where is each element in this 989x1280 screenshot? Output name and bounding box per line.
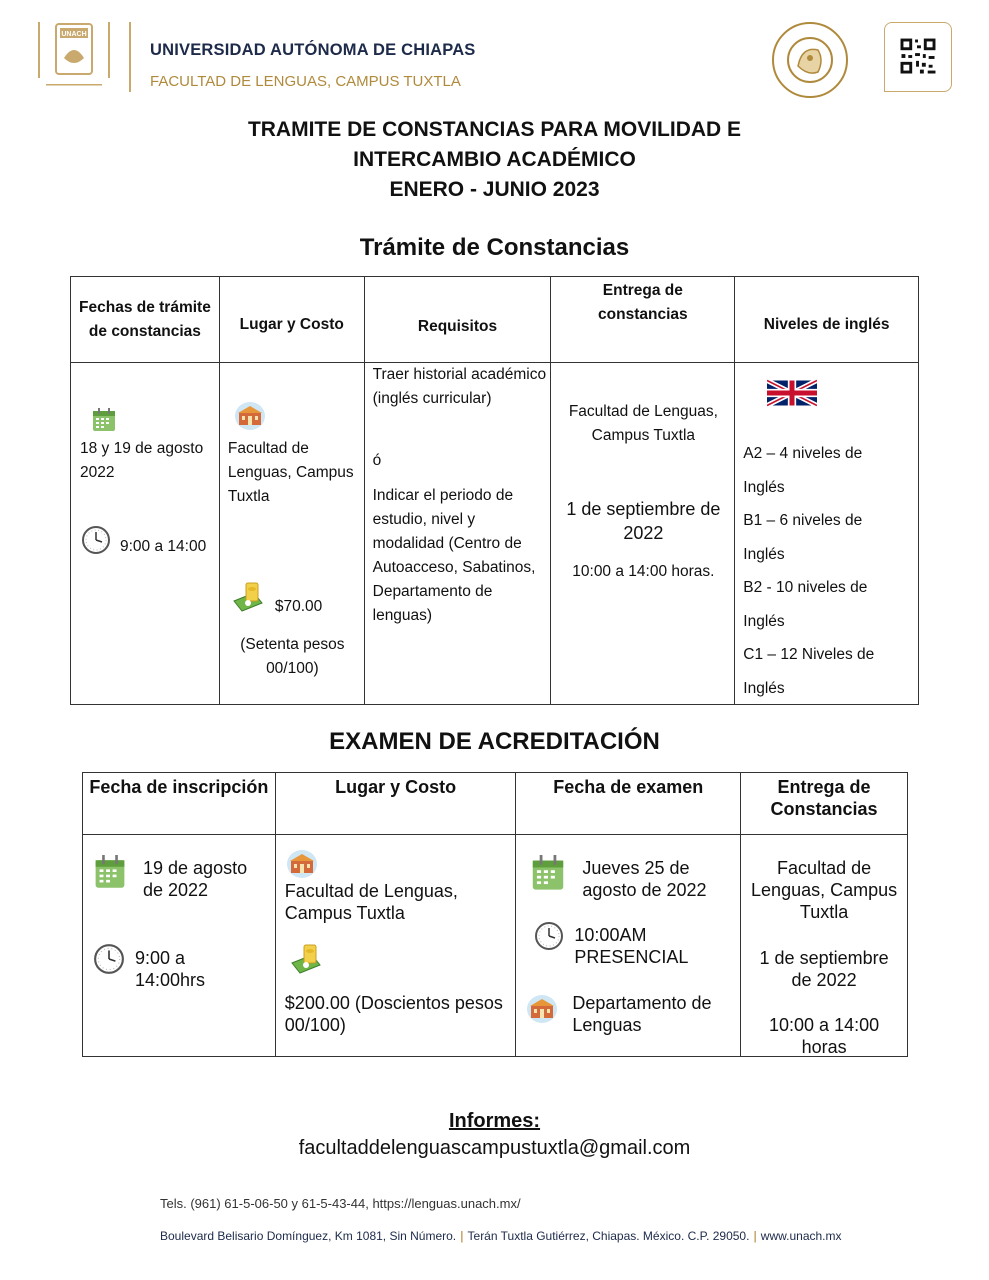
unach-logo	[30, 18, 118, 96]
header-divider	[129, 22, 131, 92]
examen-table	[82, 772, 908, 1057]
section1-title: Trámite de Constancias	[359, 234, 630, 261]
informes-label: Informes:	[448, 1110, 541, 1132]
money-icon	[288, 940, 324, 978]
uk-flag-icon	[767, 379, 817, 407]
calendar-icon	[91, 407, 117, 433]
entrega-date: 1 de septiembre de 2022	[566, 499, 721, 543]
address-street: Boulevard Belisario Domínguez, Km 1081, Sin Número.	[160, 1229, 457, 1243]
header-lugar: Lugar y Costo	[219, 277, 364, 363]
header-fecha-examen: Fecha de examen	[516, 773, 741, 835]
tramite-time: 9:00 a 14:00	[120, 538, 207, 555]
table-header-row	[83, 773, 908, 835]
requisito-or: ó	[372, 452, 382, 469]
building-icon	[286, 849, 318, 879]
examen-cost: $200.00 (Doscientos pesos 00/100)	[284, 993, 503, 1035]
inscripcion-date: 19 de agosto de 2022	[143, 858, 248, 900]
nivel-c1: C1 – 12 Niveles de	[743, 646, 875, 663]
clock-icon	[534, 921, 564, 951]
nivel-b1-unit: Inglés	[743, 545, 785, 563]
faculty-seal	[762, 20, 858, 100]
table-row	[71, 363, 919, 705]
header-niveles: Niveles de inglés	[735, 277, 919, 363]
section2-title: EXAMEN DE ACREDITACIÓN	[329, 728, 660, 755]
website-link[interactable]: www.unach.mx	[760, 1229, 842, 1243]
entrega-place: Facultad de Lenguas, Campus Tuxtla	[568, 403, 718, 444]
address-divider: |	[460, 1229, 464, 1243]
cell-lugar-costo	[275, 835, 516, 1057]
nivel-b2: B2 - 10 niveles de	[743, 579, 868, 596]
tramite-cost-text: (Setenta pesos 00/100)	[240, 636, 345, 677]
clock-icon	[93, 943, 125, 975]
logo-text: UNACH	[61, 31, 87, 38]
entrega2-date: 1 de septiembre de 2022	[759, 948, 889, 990]
building-icon	[526, 994, 558, 1024]
qr-code-icon[interactable]	[884, 22, 952, 92]
doc-title-line1: TRAMITE DE CONSTANCIAS PARA MOVILIDAD E	[247, 118, 742, 141]
money-icon	[230, 581, 266, 613]
header-inscripcion: Fecha de inscripción	[83, 773, 276, 835]
tramite-table	[70, 276, 919, 705]
cell-fecha-examen	[516, 835, 741, 1057]
calendar-icon	[93, 853, 127, 891]
inscripcion-time: 9:00 a 14:00hrs	[135, 948, 206, 990]
header-entrega: Entrega de constancias	[551, 277, 735, 363]
entrega2-time: 10:00 a 14:00 horas	[769, 1015, 880, 1057]
phone-and-website: Tels. (961) 61-5-06-50 y 61-5-43-44, https://lenguas.unach.mx/	[160, 1196, 521, 1211]
cell-requisitos	[364, 363, 551, 705]
tramite-cost: $70.00	[274, 598, 323, 615]
examen-time: 10:00AM PRESENCIAL	[574, 925, 689, 967]
cell-fechas	[71, 363, 220, 705]
doc-title-line2: INTERCAMBIO ACADÉMICO	[353, 148, 636, 171]
table-header-row	[71, 277, 919, 363]
cell-inscripcion	[83, 835, 276, 1057]
address-divider: |	[753, 1229, 757, 1243]
requisito-opt2: Indicar el periodo de estudio, nivel y modalidad (Centro de Autoacceso, Sabatinos, Departamento de lenguas)	[372, 487, 536, 624]
header-lugar-costo: Lugar y Costo	[275, 773, 516, 835]
building-icon	[234, 401, 266, 431]
examen-place: Facultad de Lenguas, Campus Tuxtla	[284, 881, 458, 923]
entrega-time: 10:00 a 14:00 horas.	[572, 563, 715, 580]
entrega2-place: Facultad de Lenguas, Campus Tuxtla	[751, 858, 898, 922]
niveles-list	[743, 437, 874, 705]
cell-niveles	[735, 363, 919, 705]
nivel-b2-unit: Inglés	[743, 612, 785, 630]
header-entrega-constancias: Entrega de Constancias	[741, 773, 908, 835]
nivel-b1: B1 – 6 niveles de	[743, 512, 863, 529]
header-requisitos: Requisitos	[364, 277, 551, 363]
cell-entrega	[551, 363, 735, 705]
header-fechas: Fechas de trámite de constancias	[71, 277, 220, 363]
clock-icon	[81, 525, 111, 555]
nivel-a2-unit: Inglés	[743, 478, 785, 496]
requisito-opt1: Traer historial académico (inglés curricular)	[372, 366, 547, 407]
contact-email[interactable]: facultaddelenguascampustuxtla@gmail.com	[298, 1137, 691, 1159]
examen-location: Departamento de Lenguas	[572, 993, 712, 1035]
nivel-c1-unit: Inglés	[743, 679, 785, 697]
university-name: UNIVERSIDAD AUTÓNOMA DE CHIAPAS	[150, 41, 476, 59]
calendar-icon	[530, 853, 566, 893]
cell-entrega-constancias	[741, 835, 908, 1057]
address-city: Terán Tuxtla Gutiérrez, Chiapas. México. C.P. 29050.	[467, 1229, 750, 1243]
faculty-name: FACULTAD DE LENGUAS, CAMPUS TUXTLA	[150, 73, 461, 90]
tramite-place: Facultad de Lenguas, Campus Tuxtla	[227, 440, 354, 505]
doc-title-line3: ENERO - JUNIO 2023	[389, 178, 600, 201]
tramite-date: 18 y 19 de agosto 2022	[80, 440, 204, 481]
table-row	[83, 835, 908, 1057]
address-line	[160, 1229, 842, 1243]
nivel-a2: A2 – 4 niveles de	[743, 445, 863, 462]
cell-lugar	[219, 363, 364, 705]
examen-date: Jueves 25 de agosto de 2022	[582, 858, 707, 900]
